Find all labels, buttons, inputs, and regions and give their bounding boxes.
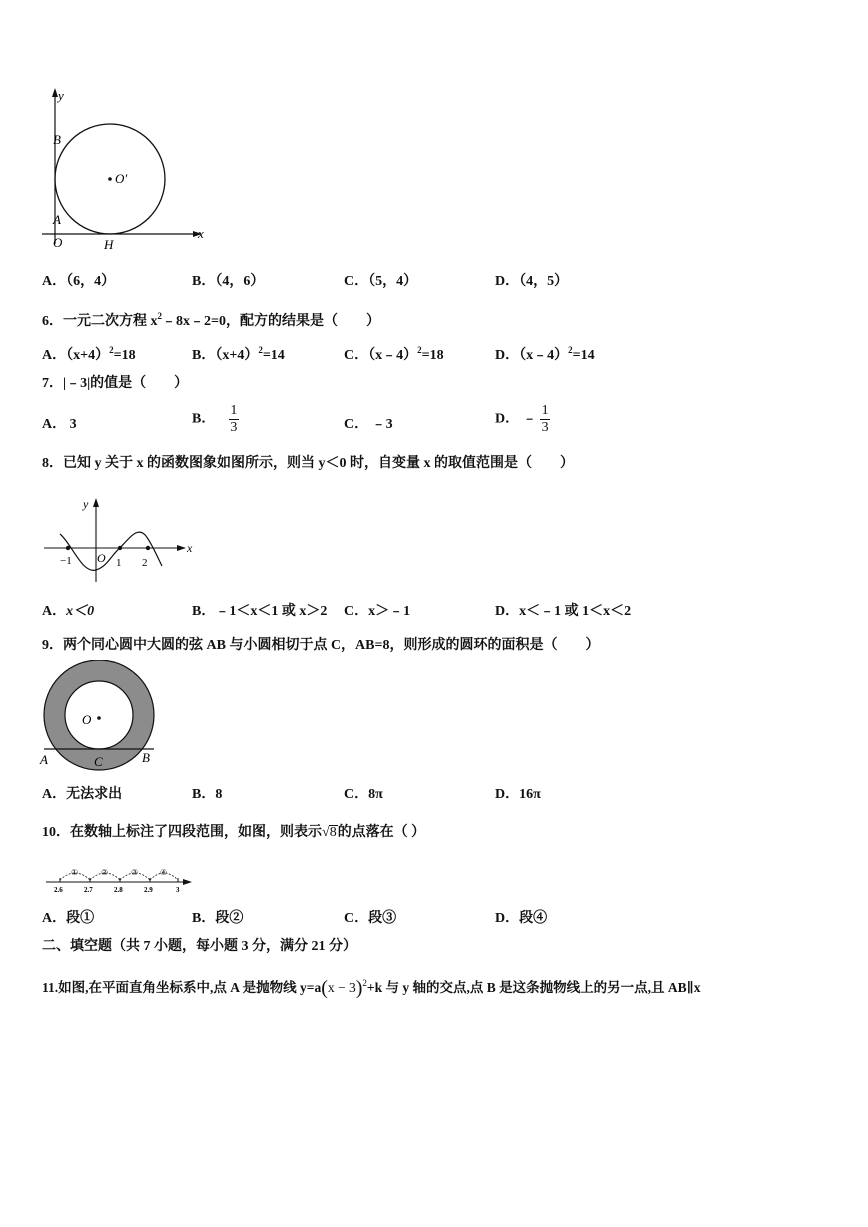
- q10-seg-2: ②: [101, 868, 109, 877]
- q9-option-b[interactable]: B．8: [192, 787, 223, 802]
- q5-option-a[interactable]: [42, 273, 115, 291]
- q8-y-label: y: [83, 497, 89, 511]
- q7-option-c[interactable]: C． ﹣3: [344, 417, 393, 432]
- q8-tick-neg1: −1: [60, 555, 72, 567]
- q6-stem: 6．一元二次方程 $x^2﹣8x﹣2=0$，配方的结果是（ ）: [42, 311, 380, 329]
- q5-option-c[interactable]: [344, 273, 417, 291]
- q9-a-label: A: [40, 752, 48, 767]
- q8-option-c[interactable]: C．x＞﹣1: [344, 604, 411, 619]
- q9-o-label: O: [82, 712, 92, 727]
- q7-stem: 7．|﹣3|的值是（ ）: [42, 376, 189, 391]
- q10-tick-label: 3: [176, 886, 180, 894]
- q10-option-b[interactable]: B．段②: [192, 911, 244, 926]
- q8-o-label: O: [97, 551, 106, 565]
- option-letter: C．: [344, 274, 369, 289]
- q10-number-line: [44, 862, 196, 894]
- fraction: $\frac{1}{3}$: [541, 403, 549, 435]
- q5-circle-figure: [38, 84, 218, 256]
- q10-tick-label: 2.6: [54, 886, 63, 894]
- q8-x-label: x: [187, 541, 193, 555]
- q5-b-label: B: [53, 132, 61, 147]
- q10-tick-label: 2.8: [114, 886, 123, 894]
- q10-seg-4: ④: [160, 868, 168, 877]
- q8-tick-1: 1: [116, 557, 122, 569]
- q7-option-b[interactable]: B． $\frac{1}{3}$: [192, 403, 238, 435]
- q5-a-label: A: [53, 212, 61, 227]
- q5-center-label: O′: [115, 171, 128, 186]
- option-text: （5，4）: [368, 274, 418, 289]
- option-letter: B．: [192, 274, 216, 289]
- q6-option-a[interactable]: A．$(x+4)^2=18$: [42, 345, 136, 363]
- q7-option-d[interactable]: D． ﹣ $\frac{1}{3}$: [495, 403, 549, 435]
- q6-option-d[interactable]: D．（x﹣4）$^2$=14: [495, 345, 595, 363]
- q5-y-label: y: [58, 88, 64, 103]
- q9-annulus-figure: [38, 660, 162, 772]
- q5-h-label: H: [104, 237, 114, 252]
- q9-stem: 9．两个同心圆中大圆的弦 AB 与小圆相切于点 C，AB=8，则形成的圆环的面积是（ ）: [42, 638, 600, 653]
- q8-stem: 8．已知 y 关于 x 的函数图象如图所示，则当 y＜0 时，自变量 x 的取值范围是（ ）: [42, 456, 574, 471]
- q8-option-d[interactable]: D．x＜﹣1 或 1＜x＜2: [495, 604, 632, 619]
- q10-seg-1: ①: [71, 868, 79, 877]
- q8-option-b[interactable]: B．﹣1＜x＜1 或 x＞2: [192, 604, 328, 619]
- option-text: （4，5）: [519, 274, 569, 289]
- q10-tick-label: 2.7: [84, 886, 93, 894]
- option-text: （6，4）: [66, 274, 116, 289]
- q10-stem: 10．在数轴上标注了四段范围，如图，则表示√8的点落在（ ）: [42, 825, 426, 840]
- q10-seg-3: ③: [131, 868, 139, 877]
- q5-option-b[interactable]: [192, 273, 264, 291]
- section-heading: 二、填空题（共 7 小题，每小题 3 分，满分 21 分）: [42, 939, 357, 954]
- q9-b-label: B: [142, 750, 150, 765]
- q10-option-d[interactable]: D．段④: [495, 911, 548, 926]
- option-text: （4，6）: [215, 274, 265, 289]
- q6-option-b[interactable]: B．$(x+4)^2=14$: [192, 345, 285, 363]
- q8-tick-2: 2: [142, 557, 148, 569]
- q9-option-a[interactable]: A．无法求出: [42, 787, 123, 802]
- q5-o-label: O: [53, 235, 63, 250]
- q8-function-graph: [40, 492, 200, 584]
- q10-option-a[interactable]: A．段①: [42, 911, 95, 926]
- option-letter: D．: [495, 274, 520, 289]
- q5-option-d[interactable]: [495, 273, 568, 291]
- q10-option-c[interactable]: C．段③: [344, 911, 397, 926]
- q10-tick-label: 2.9: [144, 886, 153, 894]
- q6-option-c[interactable]: C．（x﹣4）$^2$=18: [344, 345, 444, 363]
- q5-x-label: x: [198, 226, 204, 241]
- q8-option-a[interactable]: A．x＜0: [42, 604, 95, 619]
- q9-option-c[interactable]: C．8π: [344, 787, 383, 802]
- fraction: $\frac{1}{3}$: [230, 403, 238, 435]
- q9-c-label: C: [94, 754, 103, 769]
- q7-option-a[interactable]: A． 3: [42, 417, 77, 432]
- q9-option-d[interactable]: D．16π: [495, 787, 541, 802]
- option-letter: A．: [42, 274, 67, 289]
- q11-stem: 11.如图,在平面直角坐标系中,点 A 是抛物线 $y=a(x - 3)^2+k$ 与 y 轴的交点,点 B 是这条抛物线上的另一点,且 AB∥x: [42, 977, 701, 999]
